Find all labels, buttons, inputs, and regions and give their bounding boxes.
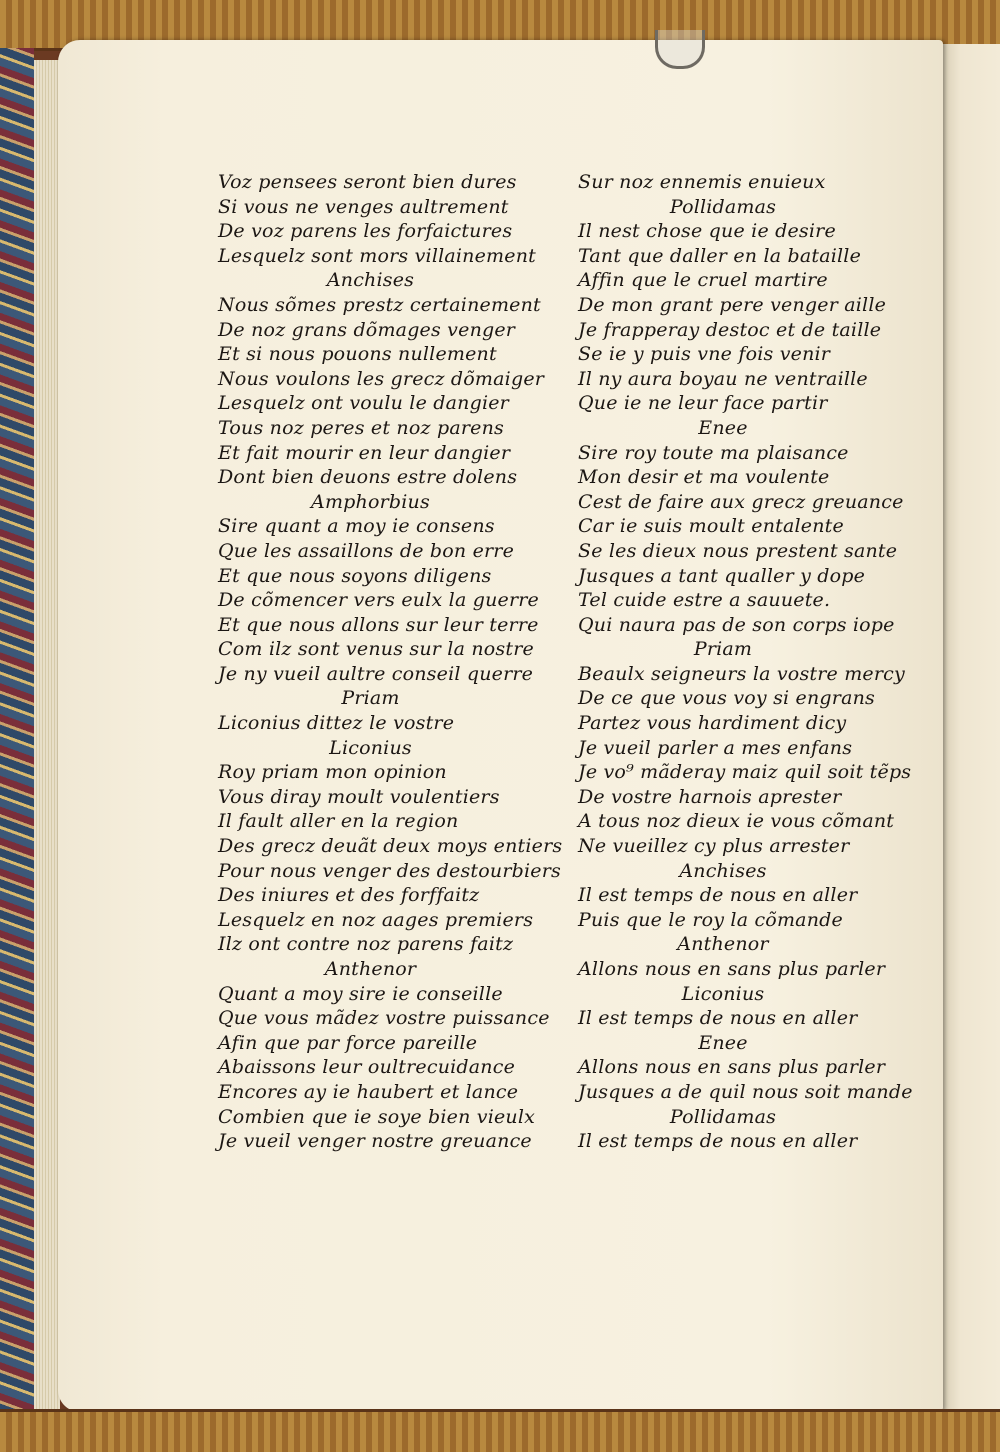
verse-line: Il est temps de nous en aller: [578, 1130, 858, 1153]
verse-line: Quant a moy sire ie conseille: [218, 982, 503, 1005]
verse-line: Dont bien deuons estre dolens: [218, 466, 518, 489]
verse-line: Tous noz peres et noz parens: [218, 416, 504, 439]
verse-line: Nous voulons les grecz dõmaiger: [218, 367, 545, 390]
verse-line: Qui naura pas de son corps iope: [578, 613, 895, 636]
verse-line: Et que nous allons sur leur terre: [218, 613, 539, 636]
verse-line: Mon desir et ma voulente: [578, 466, 830, 489]
verse-line: Je vueil venger nostre greuance: [218, 1130, 532, 1153]
verse-line: Allons nous en sans plus parler: [578, 958, 886, 980]
verse-line: Se ie y puis vne fois venir: [578, 343, 831, 366]
verse-line: Allons nous en sans plus parler: [578, 1056, 886, 1079]
verse-line: Il ny aura boyau ne ventraille: [578, 367, 868, 390]
verse-line: Combien que ie soye bien vieulx: [218, 1105, 536, 1128]
speaker-name: Pollidamas: [669, 1105, 777, 1128]
verse-line: De cõmencer vers eulx la guerre: [218, 589, 539, 612]
right-text-column: [578, 170, 928, 1154]
verse-line: Roy priam mon opinion: [218, 761, 447, 784]
verse-line: Et fait mourir en leur dangier: [218, 441, 511, 464]
speaker-name: Enee: [698, 1031, 748, 1054]
book-cover-bottom-edge: [0, 1409, 1000, 1452]
verse-line: De voz parens les forfaictures: [218, 220, 513, 243]
verse-line: Jusques a de quil nous soit mande: [578, 1080, 913, 1103]
verse-line: Je vo⁹ mãderay maiz quil soit tẽps: [578, 761, 912, 784]
verse-line: Car ie suis moult entalente: [578, 515, 844, 538]
speaker-name: Anchises: [679, 859, 767, 882]
verse-line: De ce que vous voy si engrans: [578, 687, 875, 710]
facing-page-edge: [943, 44, 1000, 1410]
page-clip-icon: [655, 30, 705, 69]
speaker-name: Priam: [341, 687, 400, 710]
verse-line: Jusques a tant qualler y dope: [578, 564, 866, 587]
verse-line: Et si nous pouons nullement: [218, 343, 497, 366]
verse-line: Je frapperay destoc et de taille: [578, 318, 882, 341]
verse-line: Ilz ont contre noz parens faitz: [218, 933, 514, 956]
verse-line: Lesquelz sont mors villainement: [218, 244, 536, 267]
verse-line: Pour nous venger des destourbiers: [218, 859, 561, 882]
verse-line: Que les assaillons de bon erre: [218, 539, 515, 562]
verse-line: Des grecz deuãt deux moys entiers: [218, 835, 563, 858]
speaker-name: Anthenor: [324, 958, 417, 980]
verse-line: Tant que daller en la bataille: [578, 244, 862, 267]
verse-line: Il fault aller en la region: [218, 810, 459, 833]
speaker-name: Liconius: [681, 982, 765, 1005]
left-text-column: [218, 170, 563, 1154]
speaker-name: Pollidamas: [669, 195, 777, 218]
verse-line: Ne vueillez cy plus arrester: [578, 835, 850, 858]
verse-line: Com ilz sont venus sur la nostre: [218, 638, 534, 661]
verse-line: Tel cuide estre a sauuete.: [578, 589, 831, 612]
verse-line: Si vous ne venges aultrement: [218, 195, 509, 218]
verse-line: Puis que le roy la cõmande: [578, 908, 843, 931]
verse-line: Beaulx seigneurs la vostre mercy: [578, 662, 905, 685]
verse-line: Lesquelz en noz aages premiers: [218, 908, 534, 931]
verse-line: Je vueil parler a mes enfans: [578, 736, 853, 759]
verse-line: Abaissons leur oultrecuidance: [218, 1056, 516, 1079]
verse-line: De noz grans dõmages venger: [218, 318, 516, 341]
speaker-name: Anchises: [326, 269, 415, 292]
verse-line: De vostre harnois aprester: [578, 785, 842, 808]
verse-line: Se les dieux nous prestent sante: [578, 539, 898, 562]
verse-line: Vous diray moult voulentiers: [218, 785, 500, 808]
speaker-name: Enee: [698, 416, 748, 439]
verse-line: Sur noz ennemis enuieux: [578, 171, 826, 193]
speaker-name: Priam: [693, 638, 753, 661]
verse-line: Je ny vueil aultre conseil querre: [218, 662, 534, 685]
verse-line: Partez vous hardiment dicy: [578, 712, 847, 735]
verse-line: Sire quant a moy ie consens: [218, 515, 495, 538]
page-edges: [34, 60, 60, 1410]
verse-line: Nous sõmes prestz certainement: [218, 293, 541, 316]
verse-line: Liconius dittez le vostre: [218, 712, 455, 735]
speaker-name: Liconius: [329, 736, 412, 759]
verse-line: Cest de faire aux grecz greuance: [578, 490, 904, 513]
verse-line: Sire roy toute ma plaisance: [578, 441, 849, 464]
verse-line: Voz pensees seront bien dures: [218, 171, 517, 193]
verse-line: Encores ay ie haubert et lance: [218, 1080, 519, 1103]
verse-line: Il est temps de nous en aller: [578, 884, 858, 907]
speaker-name: Anthenor: [677, 933, 769, 956]
verse-line: Afin que par force pareille: [218, 1031, 478, 1054]
marbled-endpaper: [0, 48, 34, 1412]
verse-line: Affin que le cruel martire: [578, 269, 828, 292]
verse-line: Lesquelz ont voulu le dangier: [218, 392, 509, 415]
verse-line: Il est temps de nous en aller: [578, 1007, 858, 1030]
verse-line: Que ie ne leur face partir: [578, 392, 828, 415]
speaker-name: Amphorbius: [311, 490, 430, 513]
verse-line: Des iniures et des forffaitz: [218, 884, 480, 907]
verse-line: Que vous mãdez vostre puissance: [218, 1007, 550, 1030]
verse-line: Et que nous soyons diligens: [218, 564, 492, 587]
verse-line: Il nest chose que ie desire: [578, 220, 836, 243]
verse-line: A tous noz dieux ie vous cõmant: [578, 810, 895, 833]
verse-line: De mon grant pere venger aille: [578, 293, 887, 316]
